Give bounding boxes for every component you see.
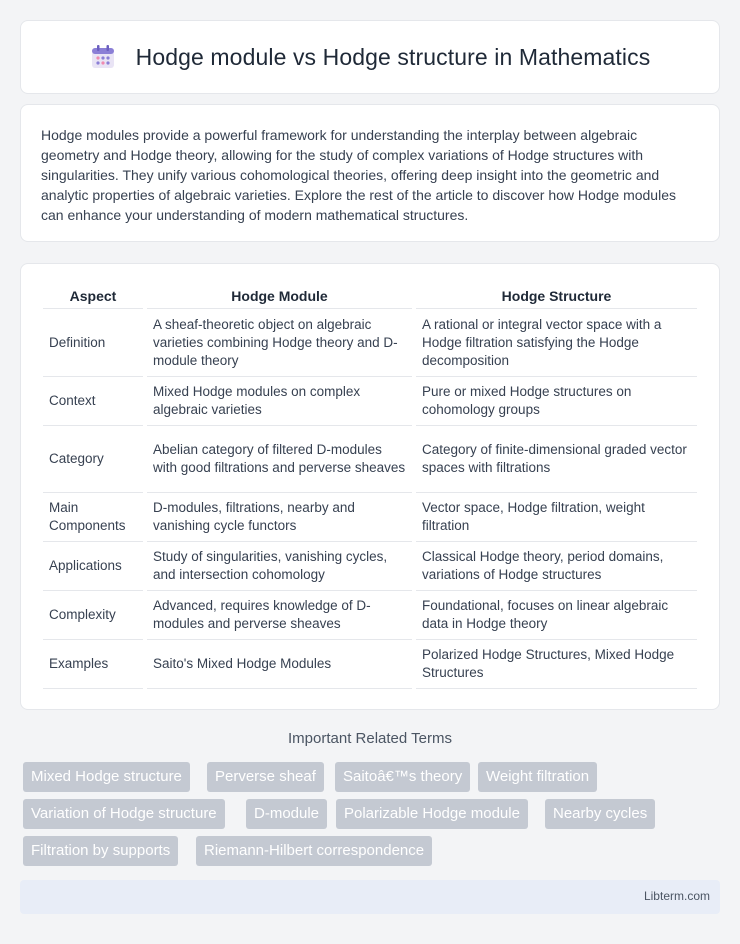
cell-hodge-module: Abelian category of filtered D-modules with good filtrations and perverse sheaves	[147, 426, 412, 493]
intro-card	[20, 104, 720, 242]
calendar-icon	[90, 44, 116, 70]
tag-filtration-by-supports[interactable]: Filtration by supports	[23, 836, 178, 866]
tag-saitos-theory[interactable]: Saitoâ€™s theory	[335, 762, 470, 792]
table-row	[43, 426, 697, 493]
header-hodge-module: Hodge Module	[147, 284, 412, 309]
table-row	[43, 640, 697, 689]
cell-hodge-module: Study of singularities, vanishing cycles, and intersection cohomology	[147, 542, 412, 591]
cell-aspect: Definition	[43, 309, 143, 377]
related-terms-title: Important Related Terms	[288, 730, 452, 747]
tag-d-module[interactable]: D-module	[246, 799, 327, 829]
cell-aspect: Complexity	[43, 591, 143, 640]
table-header-row	[43, 284, 697, 309]
footer	[20, 880, 720, 914]
cell-hodge-module: D-modules, filtrations, nearby and vanishing cycle functors	[147, 493, 412, 542]
tag-polarizable-hodge-module[interactable]: Polarizable Hodge module	[336, 799, 528, 829]
cell-aspect: Main Components	[43, 493, 143, 542]
footer-site-name[interactable]: Libterm.com	[643, 889, 710, 903]
tag-riemann-hilbert-correspondence[interactable]: Riemann-Hilbert correspondence	[196, 836, 432, 866]
page-title: Hodge module vs Hodge structure in Mathematics	[135, 43, 651, 70]
comparison-table-card	[20, 263, 720, 710]
header-aspect: Aspect	[43, 284, 143, 309]
cell-hodge-module: Mixed Hodge modules on complex algebraic varieties	[147, 377, 412, 426]
intro-text: Hodge modules provide a powerful framework for understanding the interplay between algebraic geometry and Hodge theory, allowing for the study of complex variations of Hodge structures with singularities. They unify various cohomological theories, offering deep insight into the geometric and analytic properties of algebraic varieties. Explore the rest of the article to discover how Hodge modules can enhance your understanding of modern mathematical structures.	[41, 127, 676, 223]
cell-hodge-structure: Foundational, focuses on linear algebraic data in Hodge theory	[416, 591, 697, 640]
tag-variation-of-hodge-structure[interactable]: Variation of Hodge structure	[23, 799, 225, 829]
cell-hodge-module: Advanced, requires knowledge of D-modules and perverse sheaves	[147, 591, 412, 640]
cell-hodge-structure: Polarized Hodge Structures, Mixed Hodge Structures	[416, 640, 697, 689]
cell-hodge-structure: Pure or mixed Hodge structures on cohomology groups	[416, 377, 697, 426]
cell-hodge-structure: Classical Hodge theory, period domains, variations of Hodge structures	[416, 542, 697, 591]
header-card	[20, 20, 720, 94]
table-row	[43, 542, 697, 591]
cell-aspect: Examples	[43, 640, 143, 689]
cell-hodge-structure: A rational or integral vector space with a Hodge filtration satisfying the Hodge decomposition	[416, 309, 697, 377]
tag-mixed-hodge-structure[interactable]: Mixed Hodge structure	[23, 762, 190, 792]
cell-hodge-module: A sheaf-theoretic object on algebraic varieties combining Hodge theory and D-module theory	[147, 309, 412, 377]
header-hodge-structure: Hodge Structure	[416, 284, 697, 309]
cell-hodge-module: Saito's Mixed Hodge Modules	[147, 640, 412, 689]
tag-nearby-cycles[interactable]: Nearby cycles	[545, 799, 655, 829]
tag-perverse-sheaf[interactable]: Perverse sheaf	[207, 762, 324, 792]
comparison-table	[39, 284, 701, 689]
cell-aspect: Applications	[43, 542, 143, 591]
table-row	[43, 591, 697, 640]
cell-aspect: Context	[43, 377, 143, 426]
cell-hodge-structure: Category of finite-dimensional graded vector spaces with filtrations	[416, 426, 697, 493]
tag-weight-filtration[interactable]: Weight filtration	[478, 762, 597, 792]
table-row	[43, 309, 697, 377]
cell-aspect: Category	[43, 426, 143, 493]
cell-hodge-structure: Vector space, Hodge filtration, weight filtration	[416, 493, 697, 542]
table-row	[43, 493, 697, 542]
table-row	[43, 377, 697, 426]
